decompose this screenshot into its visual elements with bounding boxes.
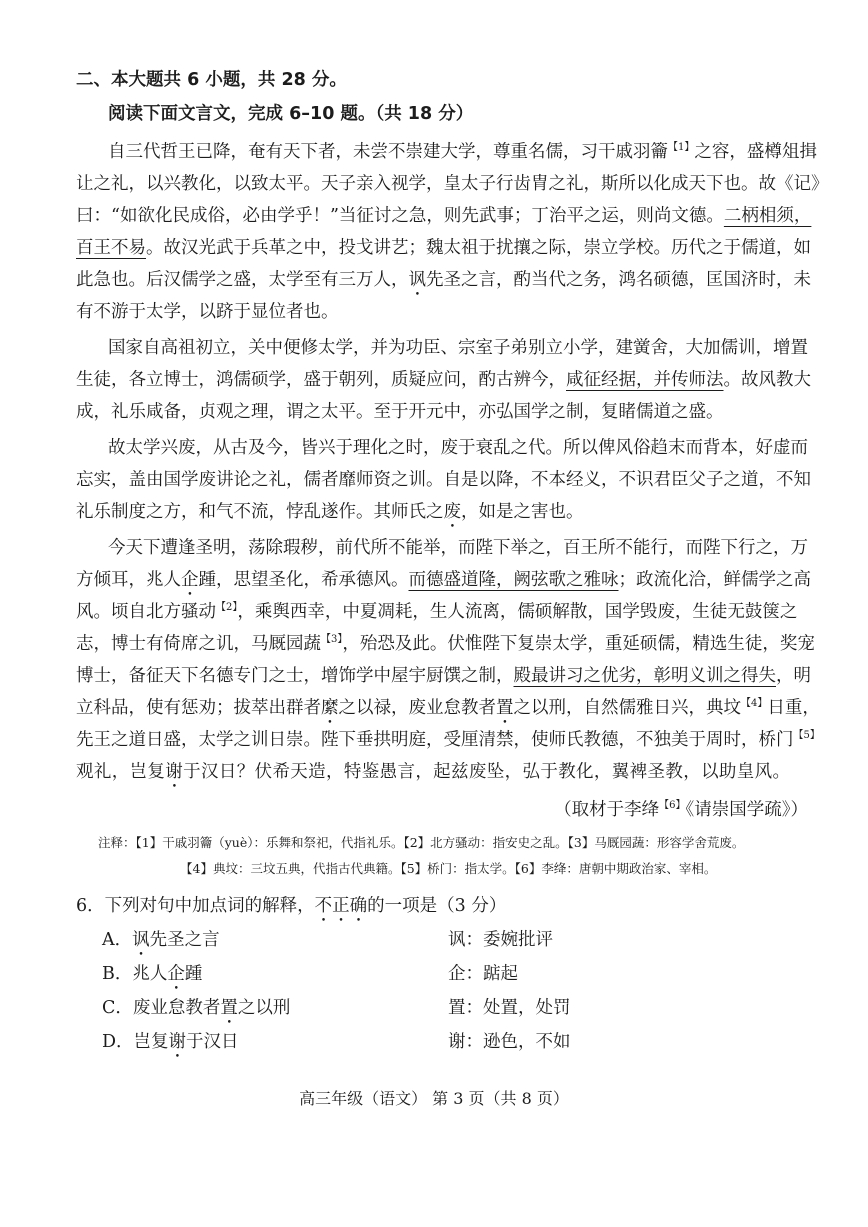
passage-line: 立科品，使有惩劝；拔萃出群者縻之以禄，废业怠教者置之以刑，自然儒雅日兴，典坟$^{【4】}$日重， <box>76 698 820 718</box>
option-c[interactable]: C．废业怠教者置之以刑 <box>102 998 291 1018</box>
passage-line: 让之礼，以兴教化，以致太平。天子亲入视学，皇太子行齿胄之礼，斯所以化成天下也。故《记》 <box>76 174 829 194</box>
dotted-word: 谢 <box>165 762 184 782</box>
dotted-word: 企 <box>181 570 199 590</box>
option-d-answer: 谢：逊色，不如 <box>448 1032 571 1052</box>
dotted-word: 不正确 <box>314 896 368 916</box>
passage-source: （取材于李绛$^{【6】}$《请崇国学疏》） <box>554 800 808 820</box>
passage-line: 风。顷自北方骚动$^{【2】}$，乘舆西幸，中夏凋耗，生人流离，儒硕解散，国学毁废，生徒无鼓箧之 <box>76 602 798 622</box>
passage-line: 今天下遭逢圣明，荡除瑕秽，前代所不能举，而陛下举之，百王所不能行，而陛下行之，万 <box>108 538 808 558</box>
passage-line: 忘实，盖由国学废讲论之礼，儒者靡师资之训。自是以降，不本经义，不识君臣父子之道，不知 <box>76 470 811 490</box>
passage-line: 方倾耳，兆人企踵，思望圣化，希承德风。而德盛道隆，阙弦歌之雅咏；政流化洽，鲜儒学之高 <box>76 570 811 590</box>
annotation-line: 注释：【1】干戚羽籥（yuè）：乐舞和祭祀，代指礼乐。【2】北方骚动：指安史之乱。【3】马厩园蔬：形容学舍荒废。 <box>98 835 745 850</box>
option-c-answer: 置：处置，处罚 <box>448 998 571 1018</box>
page-footer: 高三年级（语文） 第 3 页（共 8 页） <box>299 1089 569 1108</box>
passage-line: 有不游于太学，以跻于显位者也。 <box>76 302 339 322</box>
annotation-line: 【4】典坟：三坟五典，代指古代典籍。【5】桥门：指太学。【6】李绛：唐朝中期政治家、宰相。 <box>180 861 717 876</box>
passage-line: 博士，备征天下名德专门之士，增饰学中屋宇厨馔之制，殿最讲习之优劣，彰明义训之得失，明 <box>76 666 811 686</box>
dotted-word: 縻 <box>321 698 339 718</box>
passage-line: 志，博士有倚席之讥，马厩园蔬$^{【3】}$，殆恐及此。伏惟陛下复崇太学，重延硕儒，精选生徒，奖宠 <box>76 634 815 654</box>
underlined-phrase: 二柄相须， <box>723 206 812 226</box>
underlined-phrase: 殿最讲习之优劣，彰明义训之得失 <box>513 666 776 686</box>
reading-instruction: 阅读下面文言文，完成 6–10 题。（共 18 分） <box>108 104 474 124</box>
underlined-phrase: 百王不易 <box>76 238 146 258</box>
option-d[interactable]: D．岂复谢于汉日 <box>102 1032 239 1052</box>
passage-line: 观礼，岂复谢于汉日？伏希天造，特鉴愚言，起兹废坠，弘于教化，翼裨圣教，以助皇风。 <box>76 762 790 782</box>
passage-line: 故太学兴废，从古及今，皆兴于理化之时，废于衰乱之代。所以俾风俗趋末而背本，好虚而 <box>108 438 808 458</box>
option-b-answer: 企：踮起 <box>448 964 518 984</box>
dotted-word: 置 <box>496 698 514 718</box>
passage-line: 礼乐制度之方，和气不流，悖乱遂作。其师氏之废，如是之害也。 <box>76 502 584 522</box>
option-b[interactable]: B．兆人企踵 <box>102 964 203 984</box>
underlined-phrase: 并传师法 <box>653 370 724 390</box>
passage-line: 曰：“如欲化民成俗，必由学乎！”当征讨之急，则先武事；丁治平之运，则尚文德。二柄相须， <box>76 206 812 226</box>
underlined-phrase: 咸征经据 <box>566 370 636 390</box>
question-stem: 6．下列对句中加点词的解释，不正确的一项是（3 分） <box>76 896 507 916</box>
section-heading: 二、本大题共 6 小题，共 28 分。 <box>76 70 347 90</box>
passage-line: 成，礼乐咸备，贞观之理，谓之太平。至于开元中，亦弘国学之制，复睹儒道之盛。 <box>76 402 724 422</box>
dotted-word: 讽 <box>408 270 426 290</box>
passage-line: 先王之道日盛，太学之训日崇。陛下垂拱明庭，受厘清禁，使师氏教德，不独美于周时，桥门$^{【5】}$ <box>76 730 820 750</box>
passage-line: 自三代哲王已降，奄有天下者，未尝不崇建大学，尊重名儒，习干戚羽籥$^{【1】}$之容，盛樽俎揖 <box>108 142 817 162</box>
option-a-answer: 讽：委婉批评 <box>448 930 553 950</box>
underlined-phrase: 而德盛道隆，阙弦歌之雅咏 <box>408 570 619 590</box>
passage-line: 生徒，各立博士，鸿儒硕学，盛于朝列，质疑应问，酌古辨今，咸征经据，并传师法。故风教大 <box>76 370 811 390</box>
passage-line: 百王不易。故汉光武于兵革之中，投戈讲艺；魏太祖于扰攘之际，崇立学校。历代之于儒道，如 <box>76 238 811 258</box>
passage-line: 国家自高祖初立，关中便修太学，并为功臣、宗室子弟别立小学，建黉舍，大加儒训，增置 <box>108 338 808 358</box>
dotted-word: 废 <box>443 502 461 522</box>
option-a[interactable]: A．讽先圣之言 <box>102 930 220 950</box>
passage-line: 此急也。后汉儒学之盛，太学至有三万人，讽先圣之言，酌当代之务，鸿名硕德，匡国济时，未 <box>76 270 811 290</box>
